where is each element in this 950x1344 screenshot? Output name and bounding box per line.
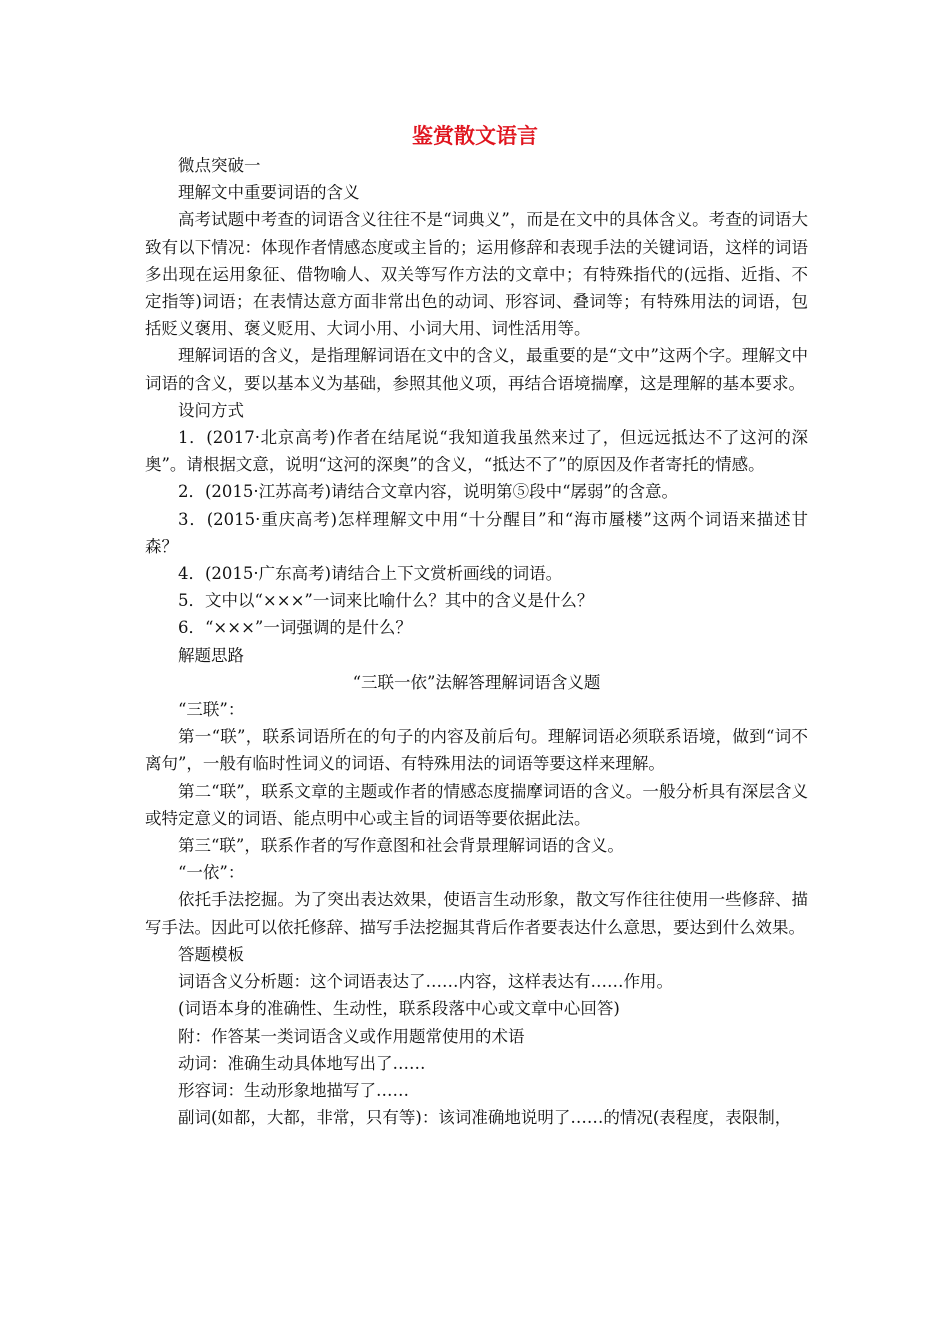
sub-heading: “一依”：: [178, 863, 245, 883]
section-heading: 设问方式: [178, 400, 244, 420]
method-title: “三联一依”法解答理解词语含义题: [352, 672, 601, 692]
section-heading: 解题思路: [178, 645, 244, 665]
question-item: 2．(2015·江苏高考)请结合文章内容，说明第⑤段中“孱弱”的含意。: [178, 482, 678, 502]
paragraph: 第一“联”，联系词语所在的句子的内容及前后句。理解词语必须联系语境，做到“词不离句”，一般有临时性词义的词语、有特殊用法的词语等要这样来理解。: [145, 727, 808, 774]
paragraph: 理解词语的含义，是指理解词语在文中的含义，最重要的是“文中”这两个字。理解文中词语的含义，要以基本义为基础，参照其他义项，再结合语境揣摩，这是理解的基本要求。: [145, 346, 808, 393]
sub-heading: “三联”：: [178, 700, 245, 720]
paragraph: 高考试题中考查的词语含义往往不是“词典义”，而是在文中的具体含义。考查的词语大致有以下情况：体现作者情感态度或主旨的；运用修辞和表现手法的关键词语，这样的词语多出现在运用象征、借物喻人、双关等写作方法的文章中；有特殊指代的(远指、近指、不定指等)词语；在表情达意方面非常出色的动词、形容词、叠词等；有特殊用法的词语，包括贬义褒用、褒义贬用、大词小用、小词大用、词性活用等。: [145, 210, 808, 339]
question-item: 5．文中以“×××”一词来比喻什么？其中的含义是什么？: [178, 591, 594, 611]
paragraph: 第三“联”，联系作者的写作意图和社会背景理解词语的含义。: [178, 836, 624, 856]
paragraph: 第二“联”，联系文章的主题或作者的情感态度揣摩词语的含义。一般分析具有深层含义或特定意义的词语、能点明中心或主旨的词语等要依据此法。: [145, 781, 808, 828]
question-item: 6．“×××”一词强调的是什么？: [178, 618, 412, 638]
paragraph: 依托手法挖掘。为了突出表达效果，使语言生动形象，散文写作往往使用一些修辞、描写手法。因此可以依托修辞、描写手法挖掘其背后作者要表达什么意思，要达到什么效果。: [145, 890, 808, 937]
section-subheading: 理解文中重要词语的含义: [178, 183, 360, 203]
question-item: 1．(2017·北京高考)作者在结尾说“我知道我虽然来过了，但远远抵达不了这河的深奥”。请根据文意，说明“这河的深奥”的含义，“抵达不了”的原因及作者寄托的情感。: [145, 428, 808, 475]
document-title: 鉴赏散文语言: [412, 124, 538, 148]
paragraph: 副词(如都，大都，非常，只有等)：该词准确地说明了……的情况(表程度，表限制，: [178, 1108, 792, 1128]
section-heading: 微点突破一: [178, 156, 261, 175]
paragraph: (词语本身的准确性、生动性，联系段落中心或文章中心回答): [178, 999, 620, 1019]
section-heading: 答题模板: [178, 944, 244, 964]
question-item: 3．(2015·重庆高考)怎样理解文中用“十分醒目”和“海市蜃楼”这两个词语来描述甘森？: [145, 509, 808, 556]
document-body: [145, 152, 808, 1131]
paragraph: 动词：准确生动具体地写出了……: [178, 1053, 426, 1073]
paragraph: 词语含义分析题：这个词语表达了……内容，这样表达有……作用。: [178, 972, 673, 992]
paragraph: 附：作答某一类词语含义或作用题常使用的术语: [178, 1026, 525, 1046]
paragraph: 形容词：生动形象地描写了……: [178, 1080, 409, 1100]
question-item: 4．(2015·广东高考)请结合上下文赏析画线的词语。: [178, 564, 563, 584]
